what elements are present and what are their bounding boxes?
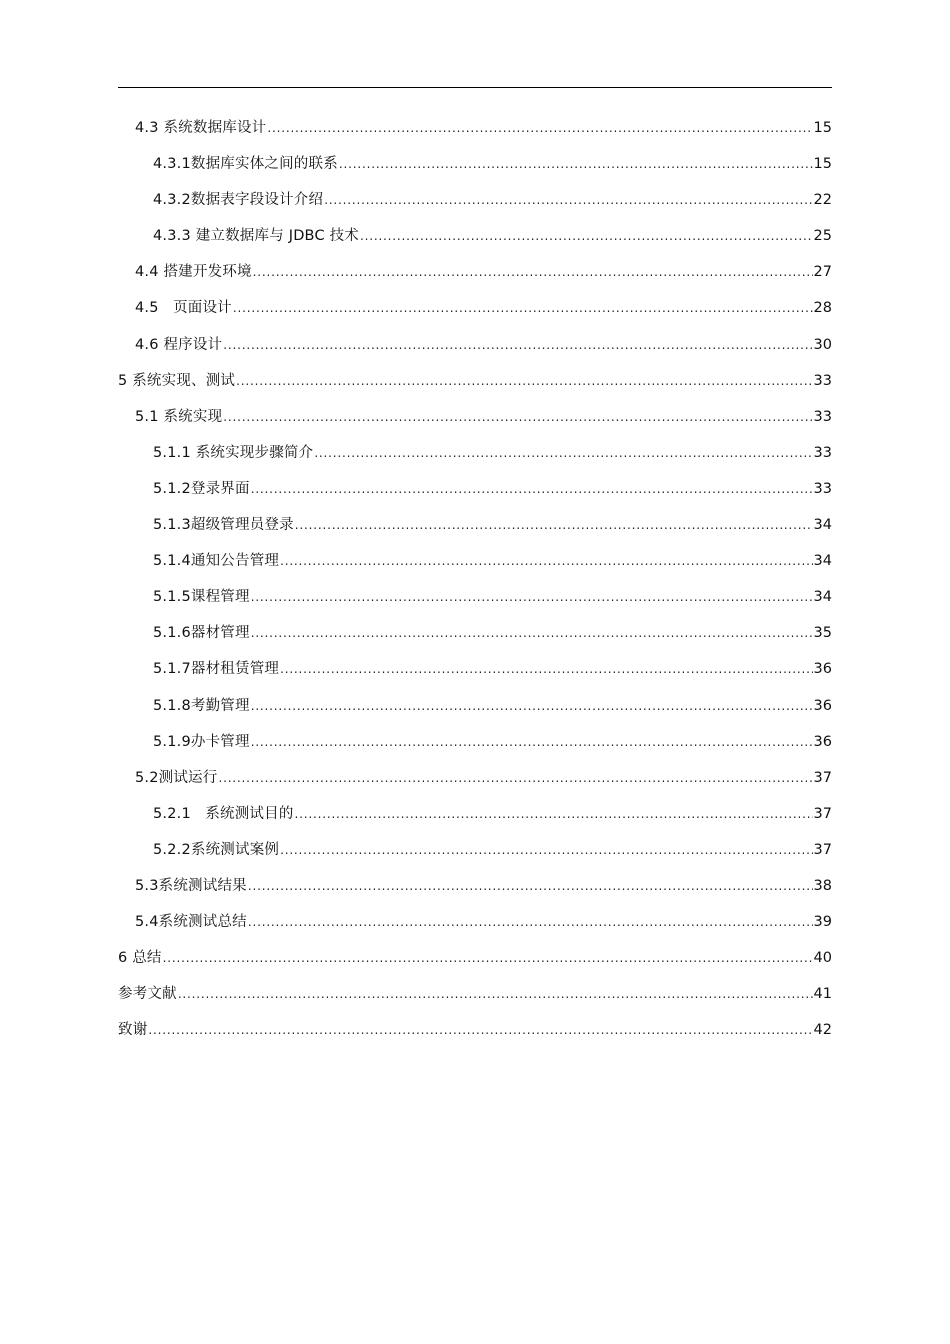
toc-entry-title: 5.4系统测试总结 — [135, 914, 247, 931]
toc-dot-leader — [251, 688, 813, 724]
toc-dot-leader — [236, 363, 812, 399]
toc-dot-leader — [178, 976, 813, 1012]
toc-entry-title: 致谢 — [118, 1022, 148, 1039]
toc-entry[interactable] — [118, 615, 832, 651]
toc-entry-page-number: 36 — [813, 733, 832, 750]
toc-entry-page-number: 22 — [813, 192, 832, 209]
toc-entry-page-number: 36 — [813, 697, 832, 714]
toc-entry-title: 5.1.6器材管理 — [153, 625, 250, 642]
toc-entry[interactable] — [118, 146, 832, 182]
toc-entry[interactable] — [118, 724, 832, 760]
toc-dot-leader — [267, 110, 812, 146]
toc-entry-title: 4.4 搭建开发环境 — [135, 264, 252, 281]
toc-dot-leader — [314, 435, 812, 471]
toc-entry-title: 5.1.3超级管理员登录 — [153, 517, 294, 534]
toc-dot-leader — [251, 471, 813, 507]
toc-dot-leader — [251, 615, 813, 651]
toc-entry-title: 5.1.1 系统实现步骤简介 — [153, 444, 314, 461]
toc-entry-page-number: 34 — [813, 553, 832, 570]
toc-entry-title: 5.1.2登录界面 — [153, 480, 250, 497]
toc-entry-page-number: 37 — [813, 841, 832, 858]
toc-entry-page-number: 15 — [813, 120, 832, 136]
toc-entry-title: 5.1.7器材租赁管理 — [153, 661, 280, 678]
toc-entry[interactable] — [118, 507, 832, 543]
toc-entry-title: 5.1.4通知公告管理 — [153, 553, 280, 570]
table-of-contents — [118, 110, 832, 1048]
toc-entry-title: 5.2测试运行 — [135, 769, 218, 786]
toc-dot-leader — [233, 290, 813, 326]
toc-dot-leader — [280, 832, 812, 868]
toc-entry-title: 4.3.1数据库实体之间的联系 — [153, 156, 338, 173]
toc-entry[interactable] — [118, 940, 832, 976]
toc-entry-title: 4.5 页面设计 — [135, 300, 232, 317]
toc-dot-leader — [148, 1012, 812, 1048]
toc-entry[interactable] — [118, 399, 832, 435]
toc-entry-title: 5.1.9办卡管理 — [153, 733, 250, 750]
toc-entry-page-number: 30 — [813, 336, 832, 353]
toc-dot-leader — [251, 724, 813, 760]
toc-dot-leader — [223, 327, 812, 363]
toc-entry-title: 4.3.3 建立数据库与 JDBC 技术 — [153, 228, 359, 245]
toc-entry[interactable] — [118, 363, 832, 399]
toc-entry[interactable] — [118, 471, 832, 507]
toc-entry-page-number: 34 — [813, 517, 832, 534]
toc-entry-page-number: 35 — [813, 625, 832, 642]
toc-entry-page-number: 28 — [813, 300, 832, 317]
toc-entry-title: 5.1 系统实现 — [135, 408, 223, 425]
toc-entry-title: 参考文献 — [118, 986, 177, 1003]
toc-dot-leader — [218, 760, 812, 796]
toc-entry-page-number: 42 — [813, 1022, 832, 1039]
toc-dot-leader — [223, 399, 812, 435]
toc-entry[interactable] — [118, 904, 832, 940]
toc-entry-page-number: 15 — [813, 156, 832, 173]
toc-entry-page-number: 37 — [813, 805, 832, 822]
toc-entry[interactable] — [118, 688, 832, 724]
toc-entry[interactable] — [118, 796, 832, 832]
toc-entry[interactable] — [118, 290, 832, 326]
toc-entry-title: 4.3 系统数据库设计 — [135, 120, 267, 136]
toc-entry[interactable] — [118, 832, 832, 868]
toc-entry-page-number: 36 — [813, 661, 832, 678]
toc-entry-title: 4.3.2数据表字段设计介绍 — [153, 192, 324, 209]
toc-entry-title: 4.6 程序设计 — [135, 336, 223, 353]
toc-entry[interactable] — [118, 110, 832, 146]
toc-entry-page-number: 34 — [813, 589, 832, 606]
toc-dot-leader — [251, 579, 813, 615]
toc-entry-title: 5 系统实现、测试 — [118, 372, 236, 389]
toc-entry[interactable] — [118, 182, 832, 218]
toc-dot-leader — [248, 868, 813, 904]
toc-entry-title: 5.2.2系统测试案例 — [153, 841, 280, 858]
toc-dot-leader — [324, 182, 812, 218]
toc-dot-leader — [339, 146, 813, 182]
toc-entry-title: 6 总结 — [118, 950, 162, 967]
toc-entry-page-number: 25 — [813, 228, 832, 245]
toc-entry-page-number: 33 — [813, 372, 832, 389]
toc-dot-leader — [163, 940, 813, 976]
toc-dot-leader — [248, 904, 813, 940]
toc-dot-leader — [295, 796, 813, 832]
toc-entry[interactable] — [118, 435, 832, 471]
toc-entry-page-number: 27 — [813, 264, 832, 281]
toc-entry-page-number: 40 — [813, 950, 832, 967]
toc-entry-page-number: 41 — [813, 986, 832, 1003]
toc-dot-leader — [295, 507, 813, 543]
toc-entry-title: 5.1.8考勤管理 — [153, 697, 250, 714]
toc-entry[interactable] — [118, 327, 832, 363]
toc-entry-page-number: 37 — [813, 769, 832, 786]
toc-entry[interactable] — [118, 760, 832, 796]
toc-entry-page-number: 33 — [813, 408, 832, 425]
toc-dot-leader — [253, 254, 813, 290]
toc-entry-page-number: 39 — [813, 914, 832, 931]
toc-entry[interactable] — [118, 218, 832, 254]
toc-dot-leader — [360, 218, 813, 254]
toc-entry-title: 5.1.5课程管理 — [153, 589, 250, 606]
toc-entry-title: 5.2.1 系统测试目的 — [153, 805, 294, 822]
toc-dot-leader — [280, 543, 812, 579]
toc-entry-page-number: 33 — [813, 480, 832, 497]
toc-entry-title: 5.3系统测试结果 — [135, 877, 247, 894]
toc-entry[interactable] — [118, 1012, 832, 1048]
toc-entry[interactable] — [118, 579, 832, 615]
toc-entry[interactable] — [118, 254, 832, 290]
toc-entry-page-number: 33 — [813, 444, 832, 461]
toc-entry[interactable] — [118, 651, 832, 687]
toc-entry-page-number: 38 — [813, 877, 832, 894]
toc-entry[interactable] — [118, 976, 832, 1012]
toc-entry[interactable] — [118, 868, 832, 904]
toc-dot-leader — [280, 651, 812, 687]
header-rule — [118, 87, 832, 88]
toc-entry[interactable] — [118, 543, 832, 579]
